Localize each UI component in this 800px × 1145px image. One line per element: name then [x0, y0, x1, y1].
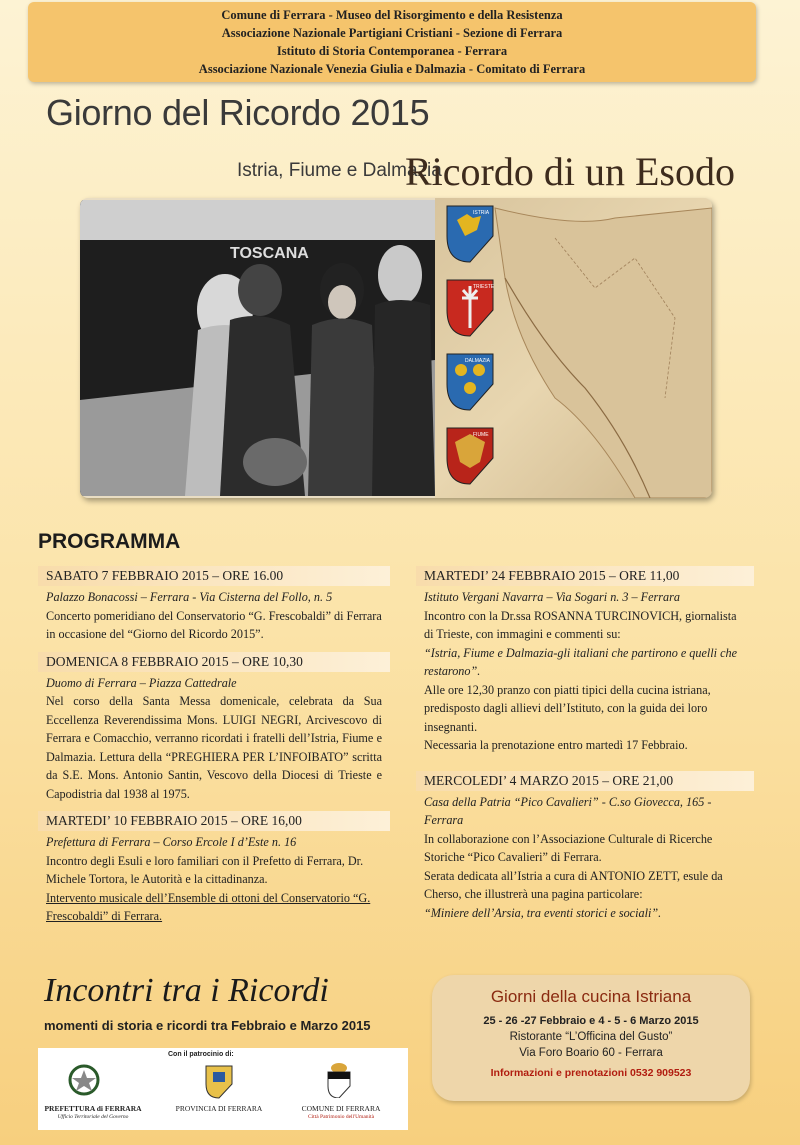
events-right-column: [416, 566, 754, 924]
crest-label: DALMAZIA: [465, 358, 491, 364]
event-date: MARTEDI’ 10 FEBBRAIO 2015 – ORE 16,00: [38, 811, 390, 831]
event-quote: “Miniere dell’Arsia, tra eventi storici e sociali”.: [424, 905, 662, 920]
event-place: Duomo di Ferrara – Piazza Cattedrale: [46, 675, 237, 690]
event-text: Serata dedicata all’Istria a cura di ANTONIO ZETT, esule da Cherso, che illustrerà una pagina particolare:: [424, 868, 723, 901]
logo-subcaption: Città Patrimonio dell'Umanità: [307, 1114, 375, 1120]
event-text: Concerto pomeridiano del Conservatorio “G. Frescobaldi” di Ferrara in occasione del “Giorno del Ricordo 2015”.: [46, 608, 382, 641]
event-card: [38, 652, 390, 806]
event-text: Necessaria la prenotazione entro martedì 17 Febbraio.: [424, 738, 688, 752]
programma-heading: PROGRAMMA: [38, 530, 181, 553]
logo-caption: PROVINCIA DI FERRARA: [175, 1104, 263, 1113]
events-left-column: [38, 566, 390, 928]
comune-crest-icon: [326, 1062, 352, 1103]
provincia-crest-icon: [204, 1062, 234, 1105]
event-text: In collaborazione con l’Associazione Culturale di Ricerche Storiche “Pico Cavalieri” di Ferrara.: [424, 831, 713, 864]
event-card: [416, 771, 754, 925]
event-date: MARTEDI’ 24 FEBBRAIO 2015 – ORE 11,00: [416, 566, 754, 586]
cucina-address: Via Foro Boario 60 - Ferrara: [519, 1047, 663, 1059]
crest-label: FIUME: [473, 432, 489, 438]
emblem-repubblica-icon: [66, 1062, 102, 1103]
crest-label: ISTRIA: [473, 210, 490, 216]
logo-subcaption: Ufficio Territoriale del Governo: [57, 1114, 129, 1120]
event-date: SABATO 7 FEBBRAIO 2015 – ORE 16.00: [38, 566, 390, 586]
map-illustration: [435, 198, 712, 498]
logo-caption: COMUNE DI FERRARA: [301, 1104, 381, 1113]
event-text: Incontro con la Dr.ssa ROSANNA TURCINOVICH, giornalista di Trieste, con immagini e commenti su:: [424, 608, 737, 641]
ship-name: TOSCANA: [230, 245, 309, 262]
event-card: [38, 811, 390, 928]
headline: Ricordo di un Esodo: [405, 149, 735, 194]
photo-panel: [80, 198, 712, 498]
event-text: Nel corso della Santa Messa domenicale, celebrata da Sua Eccellenza Reverendissima Mons. LUIGI NEGRI, Arcivescovo di Ferrara e Comacchio, verranno ricordati i fratelli dell’Istria, Fiume e Dalmazia. Lettura della “PREGHIERA PER L’INFOIBATO” scritta da S.E. Mons. Antonio Santin, Vescovo della Diocesi di Trieste e Capodistria dal 1938 al 1975.: [46, 694, 382, 801]
event-place: Istituto Vergani Navarra – Via Sogari n. 3 – Ferrara: [424, 590, 680, 604]
event-music-note: Intervento musicale dell’Ensemble di ottoni del Conservatorio “G. Frescobaldi” di Ferrara.: [46, 890, 371, 923]
logo-caption: PREFETTURA di FERRARA: [44, 1104, 142, 1113]
header-box: [28, 2, 756, 82]
cucina-dates: 25 - 26 -27 Febbraio e 4 - 5 - 6 Marzo 2015: [483, 1015, 699, 1027]
header-line: Associazione Nazionale Partigiani Cristiani - Sezione di Ferrara: [221, 26, 563, 40]
page-title: Giorno del Ricordo 2015: [46, 92, 430, 133]
cucina-restaurant: Ristorante “L’Officina del Gusto”: [509, 1031, 673, 1043]
header-line: Istituto di Storia Contemporanea - Ferrara: [276, 44, 508, 58]
photo-illustration: [80, 200, 435, 496]
event-text: Alle ore 12,30 pranzo con piatti tipici della cucina istriana, predisposto dagli allievi dell’Istituto, con la guida dei loro insegnanti.: [424, 682, 711, 734]
incontri-title: Incontri tra i Ricordi: [44, 972, 329, 1009]
cucina-title: Giorni della cucina Istriana: [490, 987, 692, 1006]
crest-label: TRIESTE: [473, 284, 495, 290]
event-place: Palazzo Bonacossi – Ferrara - Via Cisterna del Follo, n. 5: [46, 590, 333, 604]
event-place: Casa della Patria “Pico Cavalieri” - C.so Giovecca, 165 - Ferrara: [424, 794, 712, 827]
incontri-subtitle: momenti di storia e ricordi tra Febbraio e Marzo 2015: [44, 1018, 371, 1033]
event-place: Prefettura di Ferrara – Corso Ercole I d’Este n. 16: [46, 835, 297, 849]
header-line: Comune di Ferrara - Museo del Risorgimento e della Resistenza: [221, 8, 563, 22]
event-date: DOMENICA 8 FEBBRAIO 2015 – ORE 10,30: [38, 652, 390, 672]
patronage-label: Con il patrocinio di:: [168, 1051, 234, 1058]
event-date: MERCOLEDI’ 4 MARZO 2015 – ORE 21,00: [416, 771, 754, 791]
cucina-box: [432, 975, 750, 1101]
event-card: [38, 566, 390, 646]
header-line: Associazione Nazionale Venezia Giulia e Dalmazia - Comitato di Ferrara: [198, 62, 586, 76]
event-text: Incontro degli Esuli e loro familiari con il Prefetto di Ferrara, Dr. Michele Tortora, le Autorità e la cittadinanza.: [46, 853, 364, 886]
cucina-info: Informazioni e prenotazioni 0532 909523: [490, 1067, 692, 1079]
patronage-logos: [38, 1048, 408, 1130]
historic-photo: [80, 200, 435, 496]
event-quote: “Istria, Fiume e Dalmazia-gli italiani che partirono e quelli che restarono”.: [424, 645, 738, 678]
map-of-istria-dalmatia: [435, 198, 712, 498]
event-card: [416, 566, 754, 757]
subtitle: Istria, Fiume e Dalmazia: [237, 160, 442, 181]
